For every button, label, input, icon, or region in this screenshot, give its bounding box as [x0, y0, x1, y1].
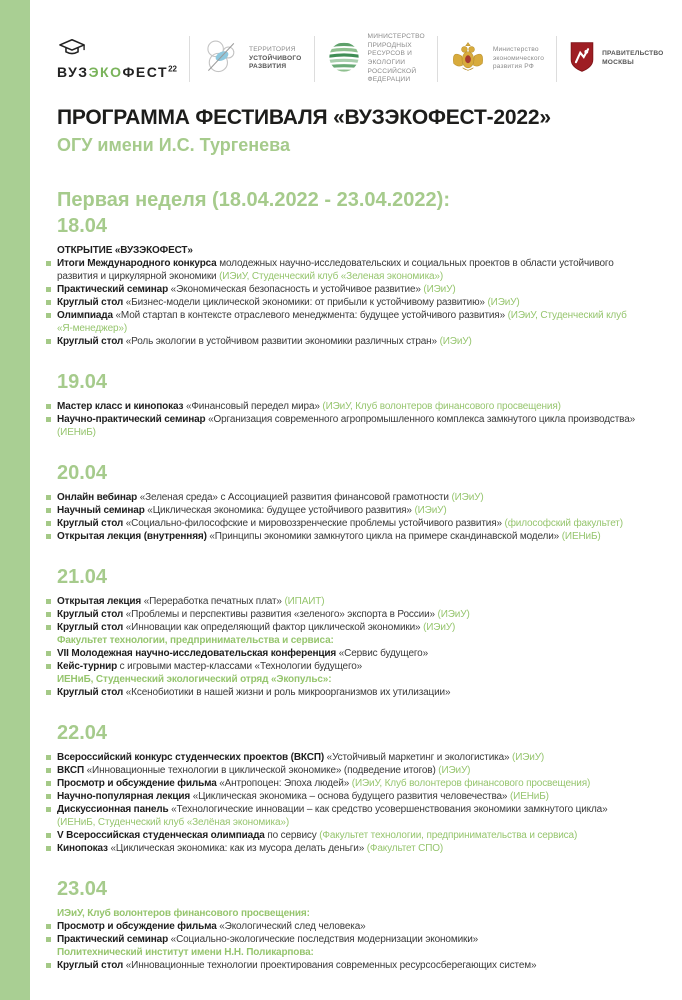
event-text-segment: Политехнический институт имени Н.Н. Поликарпова:	[57, 947, 314, 958]
event-list	[57, 907, 640, 972]
event-item	[57, 283, 640, 296]
event-list	[57, 491, 640, 543]
event-text-segment: (ИЭиУ)	[438, 765, 471, 776]
day-heading: 19.04	[57, 371, 108, 393]
event-text-segment: ИЕНиБ, Студенческий экологический отряд «Экопульс»:	[57, 674, 332, 685]
nature-line1: МИНИСТЕРСТВО ПРИРОДНЫХ	[367, 33, 425, 49]
event-text-segment: (ИЭиУ, Клуб волонтеров финансового просвещения)	[322, 401, 561, 412]
economy-line3: развития РФ	[492, 63, 534, 71]
event-text-segment: «Роль экологии в устойчивом развитии экономики различных стран»	[123, 336, 440, 347]
green-globe-icon	[327, 40, 361, 79]
event-item	[57, 296, 640, 309]
event-text-segment: «Технологические инновации – как средство усовершенствования экономики замкнутого цикла»	[168, 804, 608, 815]
group-subheading	[57, 907, 640, 920]
event-text-segment: Кинопоказ	[57, 843, 108, 854]
event-text-segment: Научный семинар	[57, 505, 145, 516]
event-item	[57, 790, 640, 803]
wordmark-year: 22	[168, 64, 177, 74]
event-text-segment: Просмотр и обсуждение фильма	[57, 921, 217, 932]
event-text-segment: Круглый стол	[57, 960, 124, 971]
event-text-segment: «Инновационные технологии проектирования современных ресурсосберегающих систем»	[123, 960, 537, 971]
ministry-economy-label	[493, 46, 544, 72]
event-text-segment: Онлайн вебинар	[57, 492, 138, 503]
event-item	[57, 257, 640, 283]
territory-line3: РАЗВИТИЯ	[248, 63, 287, 71]
event-text-segment: «Антропоцен: Эпоха людей»	[216, 778, 352, 789]
event-text-segment: (ИЕНиБ)	[509, 791, 549, 802]
logo-separator	[189, 36, 190, 82]
event-text-segment: Открытая лекция (внутренняя)	[57, 531, 207, 542]
day-heading: 18.04	[57, 215, 108, 237]
event-text-segment: (ИЭиУ)	[487, 297, 520, 308]
event-item	[57, 491, 640, 504]
double-eagle-icon	[450, 39, 486, 80]
logo-territory	[202, 37, 302, 82]
page-title: ПРОГРАММА ФЕСТИВАЛЯ «ВУЗЭКОФЕСТ-2022»	[57, 106, 551, 129]
wordmark-part-eco: ЭКО	[88, 64, 123, 80]
event-item	[57, 686, 640, 699]
event-text-segment: Круглый стол	[57, 687, 124, 698]
group-subheading	[57, 673, 640, 686]
event-text-segment: «Циклическая экономика – основа будущего развития человечества»	[190, 791, 510, 802]
left-green-band	[0, 0, 30, 1000]
event-text-segment: VII Молодежная научно-исследовательская конференция	[57, 648, 337, 659]
event-text-segment: по сервису	[264, 830, 320, 841]
day-heading: 23.04	[57, 878, 108, 900]
event-text-segment: молодежных научно-исследовательских и социальных проектов в области устойчивого развития и циркулярной экономики	[57, 258, 614, 282]
event-text-segment: (Факультет технологии, предпринимательства и сервиса)	[319, 830, 578, 841]
event-text-segment: Дискуссионная панель	[57, 804, 169, 815]
event-text-segment: (ИЭиУ, Студенческий клуб «Зеленая экономика»)	[219, 271, 444, 282]
event-text-segment: Практический семинар	[57, 934, 169, 945]
event-item	[57, 764, 640, 777]
event-text-segment: «Бизнес-модели циклической экономики: от прибыли к устойчивому развитию»	[123, 297, 488, 308]
event-text-segment: (ИЭиУ)	[439, 336, 472, 347]
group-subheading	[57, 634, 640, 647]
logo-ministry-nature	[327, 33, 425, 84]
event-item	[57, 660, 640, 673]
event-item	[57, 335, 640, 348]
logo-separator	[314, 36, 315, 82]
day-heading: 22.04	[57, 722, 108, 744]
event-text-segment: Круглый стол	[57, 336, 124, 347]
event-item	[57, 933, 640, 946]
event-list	[57, 244, 640, 348]
event-list	[57, 751, 640, 855]
event-item	[57, 777, 640, 790]
logo-vuzekofest	[57, 38, 177, 80]
event-text-segment: Открытая лекция	[57, 596, 142, 607]
event-text-segment: «Экологический след человека»	[216, 921, 366, 932]
event-text-segment: ВКСП	[57, 765, 85, 776]
event-text-segment: Круглый стол	[57, 622, 124, 633]
event-item	[57, 829, 640, 842]
event-text-segment: «Мой стартап в контексте отраслевого менеджмента: будущее устойчивого развития»	[112, 310, 508, 321]
circles-leaf-icon	[202, 37, 242, 82]
wordmark-part: ФЕСТ	[122, 64, 169, 80]
event-text-segment: «Экономическая безопасность и устойчивое развитие»	[168, 284, 424, 295]
vuzekofest-wordmark	[57, 64, 177, 80]
page-subtitle: ОГУ имени И.С. Тургенева	[57, 135, 290, 155]
event-text-segment: Круглый стол	[57, 297, 124, 308]
day-section	[57, 877, 640, 972]
event-text-segment: (ИЕНиБ, Студенческий клуб «Зелёная экономика»)	[57, 817, 290, 828]
event-text-segment: «Зеленая среда» с Ассоциацией развития финансовой грамотности	[137, 492, 452, 503]
group-subheading	[57, 946, 640, 959]
moscow-label	[602, 50, 663, 67]
event-text-segment: «Циклическая экономика: как из мусора делать деньги»	[107, 843, 367, 854]
event-text-segment: Просмотр и обсуждение фильма	[57, 778, 217, 789]
event-text-segment: (философский факультет)	[504, 518, 623, 529]
day-heading: 21.04	[57, 566, 108, 588]
event-text-segment: (ИЭиУ)	[451, 492, 484, 503]
event-text-segment: (ИЭиУ)	[423, 284, 456, 295]
event-text-segment: (ИЭиУ)	[437, 609, 470, 620]
event-text-segment: «Финансовый передел мира»	[183, 401, 323, 412]
event-text-segment: «Социально-философские и мировоззренческие проблемы устойчивого развития»	[123, 518, 505, 529]
day-section	[57, 461, 640, 543]
event-item	[57, 959, 640, 972]
event-text-segment: Научно-практический семинар	[57, 414, 206, 425]
event-text-segment: «Переработка печатных плат»	[141, 596, 285, 607]
logo-separator	[556, 36, 557, 82]
event-text-segment: (ИЭиУ, Клуб волонтеров финансового просвещения)	[351, 778, 591, 789]
event-text-segment: (ИЭиУ)	[423, 622, 456, 633]
event-item	[57, 842, 640, 855]
event-text-segment: «Инновации как определяющий фактор циклической экономики»	[123, 622, 424, 633]
event-text-segment: (ИЕНиБ)	[57, 427, 96, 438]
program-list	[57, 214, 640, 972]
event-text-segment: Итоги Международного конкурса	[57, 258, 217, 269]
event-text-segment: «Ксенобиотики в нашей жизни и роль микроорганизмов их утилизации»	[123, 687, 451, 698]
event-text-segment: «Проблемы и перспективы развития «зеленого» экспорта в России»	[123, 609, 438, 620]
event-text-segment: V Всероссийская студенческая олимпиада	[57, 830, 265, 841]
event-text-segment: Олимпиада	[57, 310, 113, 321]
event-text-segment: (ИЕНиБ)	[561, 531, 601, 542]
territory-line2: УСТОЙЧИВОГО	[248, 54, 302, 62]
event-item	[57, 413, 640, 439]
moscow-line2: МОСКВЫ	[602, 59, 634, 66]
event-text-segment: Научно-популярная лекция	[57, 791, 191, 802]
nature-line2: РЕСУРСОВ И ЭКОЛОГИИ	[367, 50, 413, 66]
event-item	[57, 400, 640, 413]
event-text-segment: Факультет технологии, предпринимательства и сервиса:	[57, 635, 334, 646]
event-text-segment: Кейс-турнир	[57, 661, 118, 672]
event-item	[57, 751, 640, 764]
event-item	[57, 517, 640, 530]
event-list	[57, 595, 640, 699]
economy-line2: экономического	[492, 54, 545, 62]
economy-line1: Министерство	[492, 46, 539, 54]
event-text-segment: Круглый стол	[57, 609, 124, 620]
event-text-segment: «Социально-экологические последствия модернизации экономики»	[168, 934, 479, 945]
wordmark-part: ВУЗ	[57, 64, 89, 80]
event-text-segment: ОТКРЫТИЕ «ВУЗЭКОФЕСТ»	[57, 245, 193, 256]
event-text-segment: (ИЭиУ, Студенческий клуб «Я-менеджер»)	[57, 310, 627, 334]
event-text-segment: Круглый стол	[57, 518, 124, 529]
ministry-nature-label	[368, 33, 425, 84]
logo-moscow-government	[569, 41, 663, 78]
event-list	[57, 400, 640, 439]
event-text-segment: «Инновационные технологии в циклической экономике» (подведение итогов)	[84, 765, 439, 776]
event-text-segment: Всероссийский конкурс студенческих проектов (ВКСП)	[57, 752, 325, 763]
event-item	[57, 309, 640, 335]
event-item	[57, 530, 640, 543]
content-area	[30, 0, 682, 972]
logo-row	[57, 32, 664, 86]
event-text-segment: (ИЭиУ)	[512, 752, 545, 763]
day-section	[57, 370, 640, 439]
event-text-segment: ИЭиУ, Клуб волонтеров финансового просвещения:	[57, 908, 310, 919]
event-item	[57, 647, 640, 660]
section-opener	[57, 244, 640, 257]
event-item	[57, 920, 640, 933]
graduation-cap-icon	[57, 38, 87, 62]
day-section	[57, 721, 640, 855]
week-heading: Первая неделя (18.04.2022 - 23.04.2022):	[57, 189, 450, 211]
nature-line3: РОССИЙСКОЙ ФЕДЕРАЦИИ	[367, 67, 417, 84]
event-text-segment: (ИПАИТ)	[284, 596, 325, 607]
event-text-segment: «Сервис будущего»	[336, 648, 429, 659]
event-item	[57, 608, 640, 621]
event-item	[57, 803, 640, 829]
event-text-segment: «Принципы экономики замкнутого цикла на примере скандинавской модели»	[206, 531, 562, 542]
event-text-segment: «Циклическая экономика: будущее устойчивого развития»	[144, 505, 415, 516]
event-text-segment: (Факультет СПО)	[366, 843, 444, 854]
day-section	[57, 214, 640, 348]
event-item	[57, 595, 640, 608]
event-text-segment: Практический семинар	[57, 284, 169, 295]
logo-separator	[437, 36, 438, 82]
event-text-segment: с игровыми мастер-классами «Технологии будущего»	[117, 661, 363, 672]
moscow-line1: ПРАВИТЕЛЬСТВО	[602, 50, 664, 58]
territory-line1: ТЕРРИТОРИЯ	[248, 46, 296, 54]
event-text-segment: Мастер класс и кинопоказ	[57, 401, 184, 412]
event-item	[57, 621, 640, 634]
event-item	[57, 504, 640, 517]
logo-ministry-economy	[450, 39, 544, 80]
moscow-shield-icon	[569, 41, 595, 78]
day-heading: 20.04	[57, 462, 108, 484]
event-text-segment: «Организация современного агропромышленного комплекса замкнутого цикла производства»	[205, 414, 636, 425]
territory-label	[249, 46, 302, 72]
event-text-segment: «Устойчивый маркетинг и экологистика»	[324, 752, 513, 763]
day-section	[57, 565, 640, 699]
event-text-segment: (ИЭиУ)	[414, 505, 447, 516]
